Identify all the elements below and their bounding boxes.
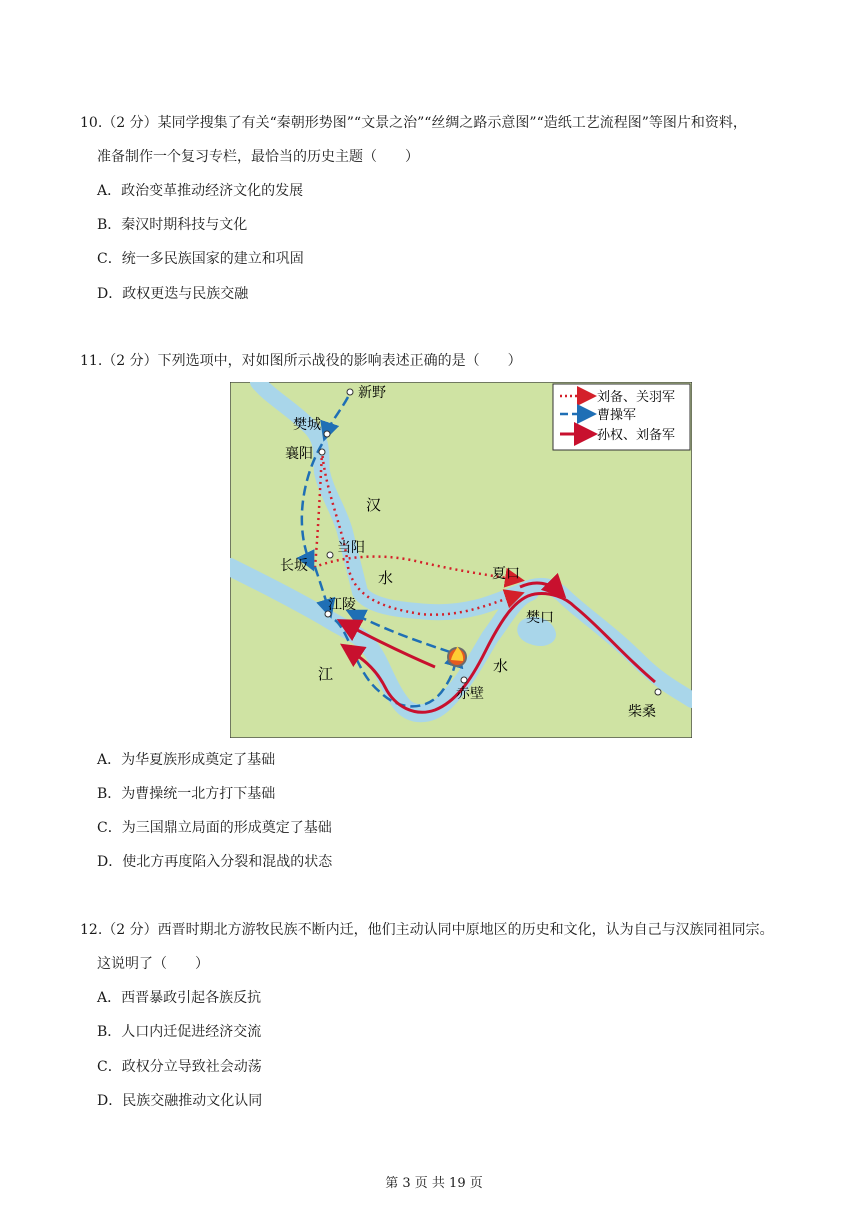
question-12-option-c[interactable]: C．政权分立导致社会动荡 [97, 1059, 262, 1075]
question-11-option-a[interactable]: A．为华夏族形成奠定了基础 [97, 752, 276, 768]
question-12-stem: 12.（2 分）西晋时期北方游牧民族不断内迁，他们主动认同中原地区的历史和文化，认为自己与汉族同祖同宗。 [80, 922, 774, 938]
place-fankou: 樊口 [526, 610, 554, 626]
question-10-option-d[interactable]: D．政权更迭与民族交融 [97, 286, 249, 302]
chibi-dot [461, 677, 467, 683]
question-11-option-d[interactable]: D．使北方再度陷入分裂和混战的状态 [97, 854, 333, 870]
dangyang-dot [327, 552, 333, 558]
question-10-stem: 10.（2 分）某同学搜集了有关“秦朝形势图”“文景之治”“丝绸之路示意图”“造纸工艺流程图”等图片和资料， [80, 115, 747, 131]
place-fancheng: 樊城 [293, 417, 321, 433]
river-label-jiang: 江 [318, 665, 334, 683]
place-xiakou: 夏口 [492, 566, 520, 582]
question-10-option-c[interactable]: C．统一多民族国家的建立和巩固 [97, 251, 304, 267]
question-12-option-b[interactable]: B．人口内迁促进经济交流 [97, 1024, 262, 1040]
question-12-option-a[interactable]: A．西晋暴政引起各族反抗 [97, 990, 262, 1006]
question-11-stem: 11.（2 分）下列选项中，对如图所示战役的影响表述正确的是（ ） [80, 353, 522, 369]
xiangyang-dot [319, 449, 325, 455]
question-12-option-d[interactable]: D．民族交融推动文化认同 [97, 1093, 263, 1109]
question-10-stem-cont: 准备制作一个复习专栏，最恰当的历史主题（ ） [97, 149, 419, 165]
river-label-han: 汉 [366, 496, 382, 514]
chaisang-dot [655, 689, 661, 695]
legend-caocao: 曹操军 [597, 408, 637, 423]
question-11-option-b[interactable]: B．为曹操统一北方打下基础 [97, 786, 276, 802]
place-chaisang: 柴桑 [628, 704, 656, 720]
place-jiangling: 江陵 [328, 597, 356, 613]
place-changban: 长坂 [280, 558, 308, 574]
legend-liubei: 刘备、关羽军 [597, 390, 676, 405]
chibi-battle-map [230, 382, 692, 738]
question-10-option-a[interactable]: A．政治变革推动经济文化的发展 [97, 183, 304, 199]
legend-sunliu: 孙权、刘备军 [597, 428, 676, 443]
question-11-option-c[interactable]: C．为三国鼎立局面的形成奠定了基础 [97, 820, 332, 836]
page-footer: 第 3 页 共 19 页 [385, 1176, 483, 1191]
map-legend [553, 384, 690, 450]
question-12-stem-cont: 这说明了（ ） [97, 956, 209, 972]
place-xinye: 新野 [358, 385, 386, 401]
xinye-dot [347, 389, 353, 395]
fancheng-dot [324, 431, 330, 437]
river-label-han-water: 水 [378, 569, 394, 587]
river-label-jiang-water: 水 [493, 657, 509, 675]
place-dangyang: 当阳 [337, 540, 365, 556]
question-10-option-b[interactable]: B．秦汉时期科技与文化 [97, 217, 248, 233]
place-xiangyang: 襄阳 [285, 446, 313, 462]
place-chibi: 赤壁 [456, 686, 484, 702]
